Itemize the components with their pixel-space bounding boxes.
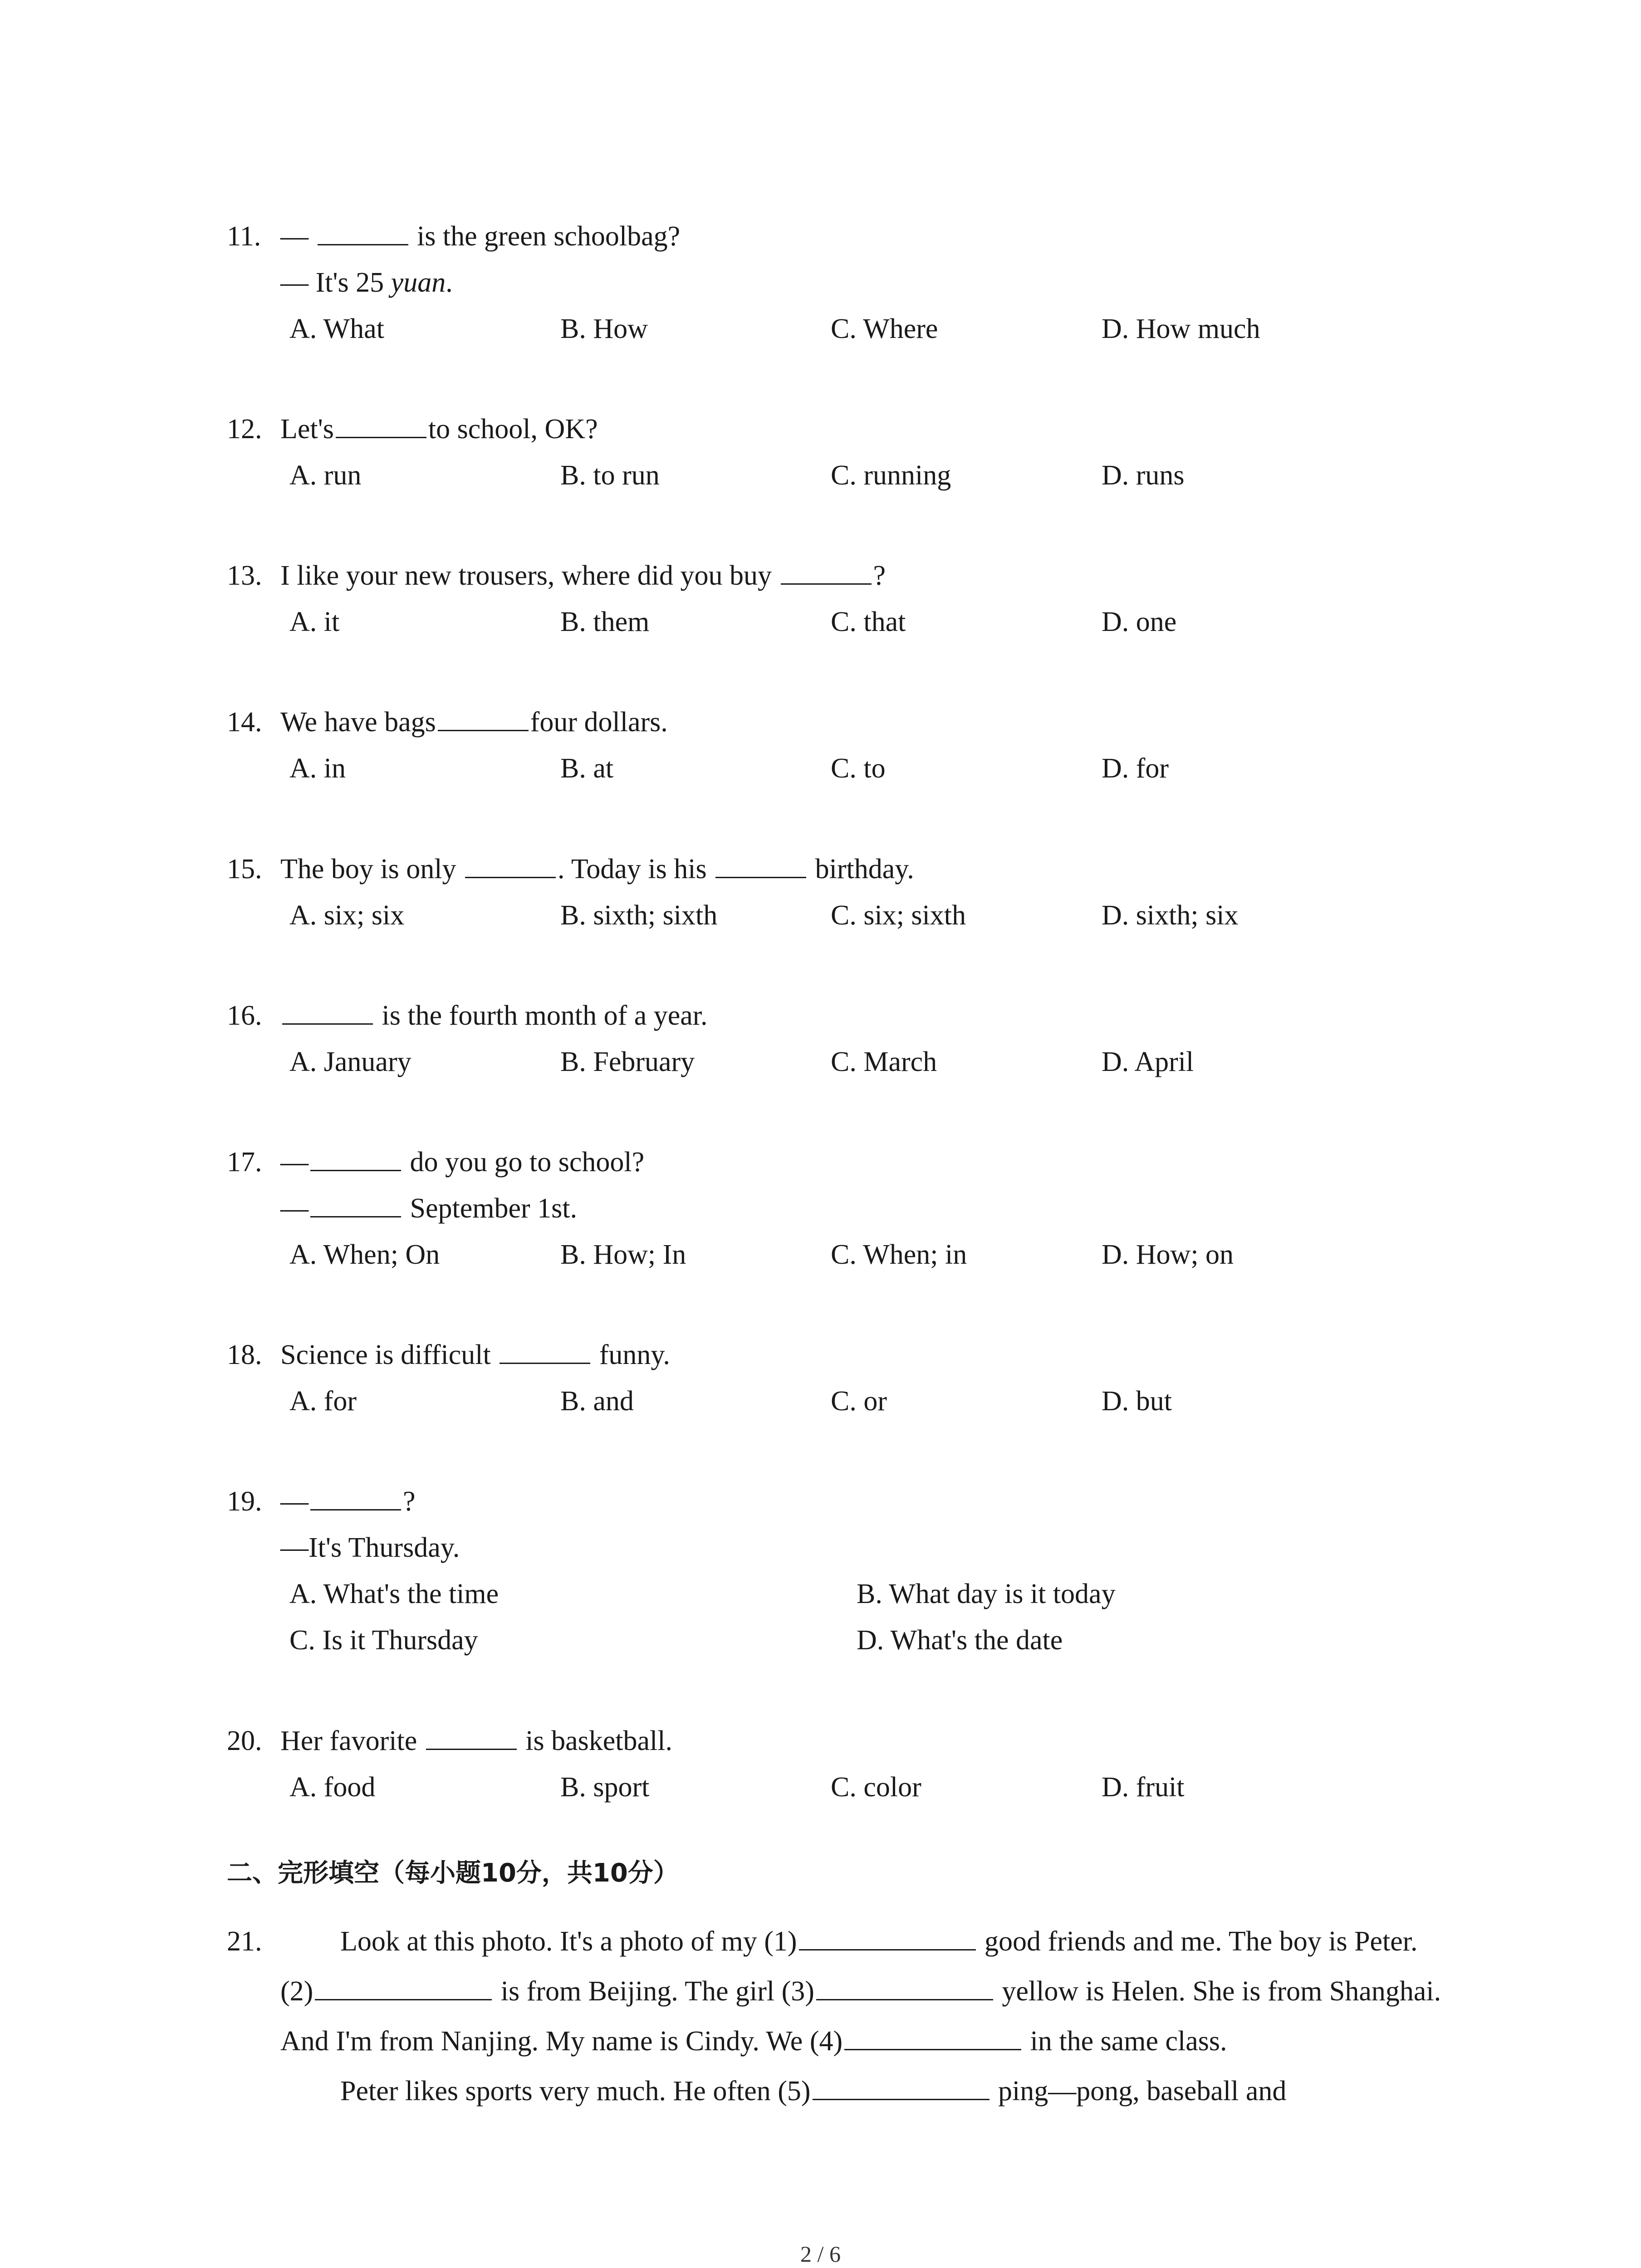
passage-body [280, 1916, 1452, 2116]
answer-blank[interactable] [318, 216, 408, 245]
answer-blank[interactable] [336, 409, 426, 438]
question-12 [227, 406, 1452, 499]
option-a[interactable]: A. it [289, 606, 340, 637]
answer-blank[interactable] [426, 1721, 517, 1750]
options [289, 306, 1452, 352]
option-c[interactable]: C. running [831, 460, 951, 491]
option-d[interactable]: D. How; on [1102, 1239, 1234, 1270]
question-17 [227, 1139, 1452, 1278]
option-c[interactable]: C. six; sixth [831, 900, 966, 931]
question-text: ? [873, 560, 886, 591]
option-a[interactable]: A. six; six [289, 900, 405, 931]
option-c[interactable]: C. Where [831, 313, 938, 344]
option-b[interactable]: B. How [560, 313, 648, 344]
question-text: Let's [280, 414, 334, 445]
question-text: — [280, 1147, 309, 1178]
option-c[interactable]: C. or [831, 1386, 887, 1417]
option-b[interactable]: B. February [560, 1046, 695, 1077]
option-a[interactable]: A. What's the time [289, 1579, 499, 1609]
option-d[interactable]: D. for [1102, 753, 1169, 784]
question-number: 17. [227, 1147, 262, 1178]
answer-line: — [280, 1193, 309, 1224]
options [289, 599, 1452, 645]
question-number: 15. [227, 854, 262, 885]
question-text: is basketball. [518, 1725, 672, 1756]
option-b[interactable]: B. them [560, 606, 650, 637]
answer-line: —It's Thursday. [280, 1532, 460, 1563]
answer-blank[interactable] [465, 849, 556, 878]
question-18 [227, 1332, 1452, 1424]
answer-blank[interactable] [310, 1188, 401, 1217]
options [289, 1617, 1452, 1663]
question-text: do you go to school? [403, 1147, 645, 1178]
option-b[interactable]: B. at [560, 753, 614, 784]
options [289, 1764, 1452, 1810]
option-d[interactable]: D. sixth; six [1102, 900, 1239, 931]
question-number: 12. [227, 414, 262, 445]
answer-blank[interactable] [500, 1334, 590, 1364]
question-number: 16. [227, 1000, 262, 1031]
cloze-blank-4[interactable] [844, 2021, 1021, 2050]
cloze-blank-2[interactable] [315, 1971, 492, 2000]
question-text: to school, OK? [428, 414, 598, 445]
option-c[interactable]: C. to [831, 753, 886, 784]
option-d[interactable]: D. April [1102, 1046, 1194, 1077]
option-a[interactable]: A. January [289, 1046, 411, 1077]
question-20 [227, 1718, 1452, 1810]
option-c[interactable]: C. Is it Thursday [289, 1625, 478, 1656]
options [289, 892, 1452, 938]
question-15 [227, 846, 1452, 938]
question-text: birthday. [808, 854, 914, 885]
question-text: Science is difficult [280, 1339, 498, 1370]
cloze-blank-1[interactable] [799, 1921, 976, 1950]
cloze-blank-3[interactable] [816, 1971, 993, 2000]
option-d[interactable]: D. runs [1102, 460, 1185, 491]
option-d[interactable]: D. but [1102, 1386, 1172, 1417]
option-a[interactable]: A. When; On [289, 1239, 440, 1270]
question-text: We have bags [280, 707, 436, 738]
options [289, 745, 1452, 792]
question-text: four dollars. [530, 707, 668, 738]
answer-blank[interactable] [282, 995, 373, 1025]
option-a[interactable]: A. What [289, 313, 384, 344]
paragraph-2: Peter likes sports very much. He often (5) ping—pong, baseball and [280, 2066, 1452, 2116]
option-b[interactable]: B. to run [560, 460, 660, 491]
question-number: 11. [227, 221, 261, 252]
question-16 [227, 992, 1452, 1085]
option-c[interactable]: C. that [831, 606, 906, 637]
question-11 [227, 213, 1452, 352]
question-13 [227, 552, 1452, 645]
option-d[interactable]: D. fruit [1102, 1772, 1185, 1803]
option-d[interactable]: D. one [1102, 606, 1177, 637]
answer-blank[interactable] [310, 1481, 401, 1510]
answer-line-italic: yuan [391, 267, 446, 298]
question-number: 19. [227, 1486, 262, 1517]
question-text: — [280, 1486, 309, 1517]
paragraph-1: Look at this photo. It's a photo of my (1) good friends and me. The boy is Peter. (2) is from Beijing. The girl (3) yellow is Helen. She is from Shanghai. And I'm from Nanjing. My name is Cindy. We (4) in the same class. [280, 1916, 1452, 2066]
options [289, 452, 1452, 499]
option-b[interactable]: B. What day is it today [857, 1579, 1116, 1609]
options [289, 1232, 1452, 1278]
answer-line: — It's 25 [280, 267, 391, 298]
question-text: is the green schoolbag? [410, 221, 681, 252]
answer-blank[interactable] [781, 555, 872, 585]
question-text: ? [403, 1486, 416, 1517]
options [289, 1378, 1452, 1424]
page-number: 2 / 6 [800, 2241, 841, 2267]
option-b[interactable]: B. sport [560, 1772, 650, 1803]
options [289, 1571, 1452, 1617]
answer-line: . [446, 267, 453, 298]
question-text: . Today is his [557, 854, 714, 885]
option-a[interactable]: A. run [289, 460, 362, 491]
option-b[interactable]: B. and [560, 1386, 634, 1417]
cloze-passage [227, 1916, 1452, 2116]
question-text: I like your new trousers, where did you buy [280, 560, 779, 591]
section-title: 二、完形填空（每小题10分，共10分） [227, 1858, 679, 1888]
question-number: 14. [227, 707, 262, 738]
answer-blank[interactable] [438, 702, 529, 731]
question-number: 20. [227, 1725, 262, 1756]
answer-blank[interactable] [310, 1142, 401, 1171]
question-text: The boy is only [280, 854, 463, 885]
answer-blank[interactable] [715, 849, 806, 878]
option-b[interactable]: B. sixth; sixth [560, 900, 718, 931]
question-14 [227, 699, 1452, 792]
option-c[interactable]: C. March [831, 1046, 937, 1077]
cloze-blank-5[interactable] [813, 2071, 989, 2100]
option-d[interactable]: D. How much [1102, 313, 1260, 344]
option-a[interactable]: A. for [289, 1386, 357, 1417]
option-c[interactable]: C. When; in [831, 1239, 967, 1270]
question-19 [227, 1478, 1452, 1663]
answer-line: September 1st. [403, 1193, 577, 1224]
option-b[interactable]: B. How; In [560, 1239, 686, 1270]
question-text: Her favorite [280, 1725, 424, 1756]
question-text: — [280, 221, 316, 252]
option-c[interactable]: C. color [831, 1772, 921, 1803]
options [289, 1039, 1452, 1085]
option-a[interactable]: A. in [289, 753, 346, 784]
question-number: 13. [227, 560, 262, 591]
question-number: 21. [227, 1926, 262, 1957]
question-text: funny. [592, 1339, 670, 1370]
option-a[interactable]: A. food [289, 1772, 376, 1803]
question-number: 18. [227, 1339, 262, 1370]
question-text: is the fourth month of a year. [375, 1000, 708, 1031]
option-d[interactable]: D. What's the date [857, 1625, 1063, 1656]
